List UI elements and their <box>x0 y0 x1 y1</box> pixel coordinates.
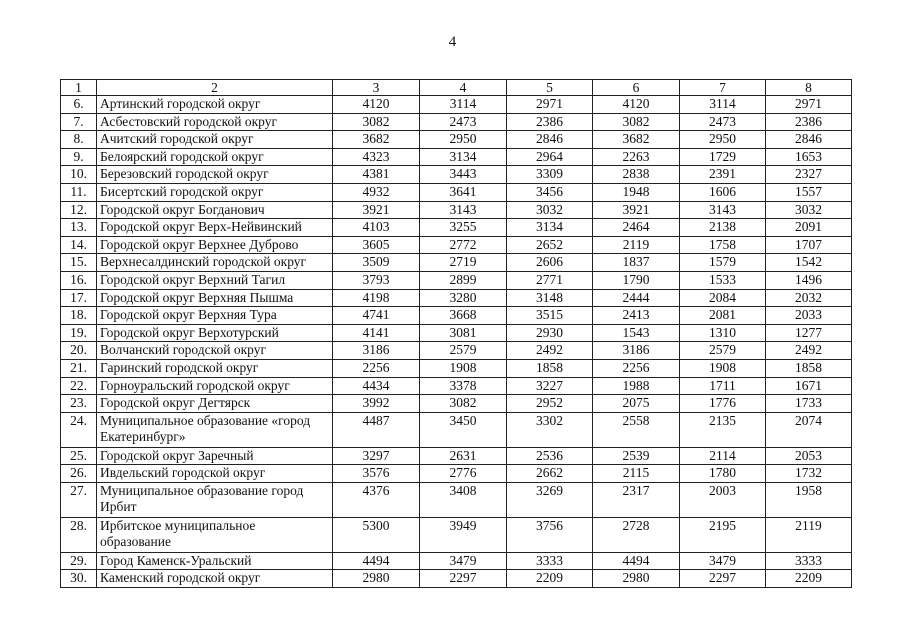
table-row <box>61 482 852 517</box>
header-cell: 3 <box>333 80 420 96</box>
municipality-name: Горноуральский городской округ <box>97 377 333 395</box>
municipality-name: Белоярский городской округ <box>97 148 333 166</box>
value-cell: 2473 <box>420 113 507 131</box>
table-row <box>61 412 852 447</box>
value-cell: 1653 <box>766 148 852 166</box>
value-cell: 4434 <box>333 377 420 395</box>
value-cell: 2899 <box>420 271 507 289</box>
value-cell: 2971 <box>507 96 593 114</box>
municipality-name: Городской округ Верх-Нейвинский <box>97 219 333 237</box>
value-cell: 1988 <box>593 377 680 395</box>
table-row <box>61 517 852 552</box>
value-cell: 3148 <box>507 289 593 307</box>
value-cell: 3479 <box>680 552 766 570</box>
value-cell: 2539 <box>593 447 680 465</box>
value-cell: 1958 <box>766 482 852 517</box>
row-number: 9. <box>61 148 97 166</box>
value-cell: 2662 <box>507 465 593 483</box>
header-cell: 5 <box>507 80 593 96</box>
value-cell: 2964 <box>507 148 593 166</box>
table-row <box>61 552 852 570</box>
value-cell: 1790 <box>593 271 680 289</box>
value-cell: 1758 <box>680 236 766 254</box>
value-cell: 2492 <box>507 342 593 360</box>
value-cell: 1858 <box>507 359 593 377</box>
value-cell: 1606 <box>680 183 766 201</box>
municipality-name: Городской округ Заречный <box>97 447 333 465</box>
value-cell: 3082 <box>593 113 680 131</box>
table-row <box>61 307 852 325</box>
municipality-name: Городской округ Верхняя Тура <box>97 307 333 325</box>
header-row <box>61 80 852 96</box>
value-cell: 1543 <box>593 324 680 342</box>
value-cell: 2771 <box>507 271 593 289</box>
value-cell: 4741 <box>333 307 420 325</box>
municipality-name: Волчанский городской округ <box>97 342 333 360</box>
value-cell: 1542 <box>766 254 852 272</box>
value-cell: 1780 <box>680 465 766 483</box>
value-cell: 1711 <box>680 377 766 395</box>
municipality-name: Городской округ Дегтярск <box>97 395 333 413</box>
table-row <box>61 324 852 342</box>
value-cell: 3186 <box>333 342 420 360</box>
value-cell: 3509 <box>333 254 420 272</box>
value-cell: 2075 <box>593 395 680 413</box>
value-cell: 2091 <box>766 219 852 237</box>
value-cell: 1732 <box>766 465 852 483</box>
row-number: 23. <box>61 395 97 413</box>
municipality-name: Городской округ Верхняя Пышма <box>97 289 333 307</box>
value-cell: 1733 <box>766 395 852 413</box>
row-number: 22. <box>61 377 97 395</box>
row-number: 25. <box>61 447 97 465</box>
value-cell: 1948 <box>593 183 680 201</box>
value-cell: 2838 <box>593 166 680 184</box>
value-cell: 3605 <box>333 236 420 254</box>
value-cell: 1908 <box>420 359 507 377</box>
value-cell: 3921 <box>593 201 680 219</box>
row-number: 8. <box>61 131 97 149</box>
row-number: 24. <box>61 412 97 447</box>
value-cell: 3143 <box>420 201 507 219</box>
value-cell: 2263 <box>593 148 680 166</box>
value-cell: 3114 <box>420 96 507 114</box>
value-cell: 3134 <box>507 219 593 237</box>
value-cell: 2536 <box>507 447 593 465</box>
value-cell: 5300 <box>333 517 420 552</box>
municipality-name: Гаринский городской округ <box>97 359 333 377</box>
value-cell: 3082 <box>333 113 420 131</box>
value-cell: 3668 <box>420 307 507 325</box>
value-cell: 4494 <box>333 552 420 570</box>
value-cell: 4494 <box>593 552 680 570</box>
table-row <box>61 395 852 413</box>
municipality-name: Артинский городской округ <box>97 96 333 114</box>
value-cell: 2728 <box>593 517 680 552</box>
value-cell: 2119 <box>593 236 680 254</box>
value-cell: 2950 <box>420 131 507 149</box>
value-cell: 3443 <box>420 166 507 184</box>
municipality-name: Ачитский городской округ <box>97 131 333 149</box>
value-cell: 2138 <box>680 219 766 237</box>
value-cell: 3450 <box>420 412 507 447</box>
value-cell: 1776 <box>680 395 766 413</box>
value-cell: 2776 <box>420 465 507 483</box>
value-cell: 1858 <box>766 359 852 377</box>
value-cell: 2074 <box>766 412 852 447</box>
table-row <box>61 201 852 219</box>
value-cell: 2119 <box>766 517 852 552</box>
value-cell: 1533 <box>680 271 766 289</box>
table-row <box>61 447 852 465</box>
value-cell: 2256 <box>593 359 680 377</box>
value-cell: 1579 <box>680 254 766 272</box>
value-cell: 2719 <box>420 254 507 272</box>
value-cell: 4103 <box>333 219 420 237</box>
value-cell: 3921 <box>333 201 420 219</box>
value-cell: 1837 <box>593 254 680 272</box>
row-number: 26. <box>61 465 97 483</box>
value-cell: 3134 <box>420 148 507 166</box>
row-number: 27. <box>61 482 97 517</box>
row-number: 17. <box>61 289 97 307</box>
value-cell: 3143 <box>680 201 766 219</box>
value-cell: 2084 <box>680 289 766 307</box>
value-cell: 3302 <box>507 412 593 447</box>
table-row <box>61 219 852 237</box>
value-cell: 2558 <box>593 412 680 447</box>
data-table <box>60 79 852 588</box>
header-cell: 1 <box>61 80 97 96</box>
value-cell: 2980 <box>593 570 680 588</box>
municipality-name: Городской округ Верхнее Дуброво <box>97 236 333 254</box>
row-number: 6. <box>61 96 97 114</box>
header-cell: 6 <box>593 80 680 96</box>
value-cell: 2297 <box>420 570 507 588</box>
row-number: 15. <box>61 254 97 272</box>
value-cell: 4120 <box>593 96 680 114</box>
municipality-name: Бисертский городской округ <box>97 183 333 201</box>
value-cell: 1671 <box>766 377 852 395</box>
value-cell: 2135 <box>680 412 766 447</box>
value-cell: 4323 <box>333 148 420 166</box>
table-row <box>61 289 852 307</box>
value-cell: 2952 <box>507 395 593 413</box>
value-cell: 2033 <box>766 307 852 325</box>
value-cell: 3641 <box>420 183 507 201</box>
value-cell: 3333 <box>766 552 852 570</box>
value-cell: 3114 <box>680 96 766 114</box>
row-number: 13. <box>61 219 97 237</box>
table-row <box>61 377 852 395</box>
value-cell: 3269 <box>507 482 593 517</box>
value-cell: 2115 <box>593 465 680 483</box>
value-cell: 2209 <box>507 570 593 588</box>
value-cell: 2386 <box>766 113 852 131</box>
table-row <box>61 342 852 360</box>
table-row <box>61 465 852 483</box>
value-cell: 4198 <box>333 289 420 307</box>
value-cell: 4932 <box>333 183 420 201</box>
value-cell: 3793 <box>333 271 420 289</box>
value-cell: 3408 <box>420 482 507 517</box>
page-number: 4 <box>448 34 457 50</box>
value-cell: 3082 <box>420 395 507 413</box>
value-cell: 1707 <box>766 236 852 254</box>
header-cell: 4 <box>420 80 507 96</box>
value-cell: 2327 <box>766 166 852 184</box>
value-cell: 3186 <box>593 342 680 360</box>
value-cell: 3992 <box>333 395 420 413</box>
municipality-name: Верхнесалдинский городской округ <box>97 254 333 272</box>
value-cell: 3479 <box>420 552 507 570</box>
value-cell: 2772 <box>420 236 507 254</box>
value-cell: 3297 <box>333 447 420 465</box>
row-number: 14. <box>61 236 97 254</box>
value-cell: 2606 <box>507 254 593 272</box>
value-cell: 1496 <box>766 271 852 289</box>
value-cell: 2579 <box>680 342 766 360</box>
municipality-name: Березовский городской округ <box>97 166 333 184</box>
value-cell: 3456 <box>507 183 593 201</box>
table-row <box>61 359 852 377</box>
value-cell: 4120 <box>333 96 420 114</box>
value-cell: 2473 <box>680 113 766 131</box>
table-row <box>61 166 852 184</box>
value-cell: 2846 <box>507 131 593 149</box>
value-cell: 2930 <box>507 324 593 342</box>
value-cell: 2413 <box>593 307 680 325</box>
value-cell: 2631 <box>420 447 507 465</box>
municipality-name: Каменский городской округ <box>97 570 333 588</box>
value-cell: 3682 <box>593 131 680 149</box>
value-cell: 1908 <box>680 359 766 377</box>
value-cell: 2464 <box>593 219 680 237</box>
table-row <box>61 183 852 201</box>
value-cell: 1729 <box>680 148 766 166</box>
value-cell: 2492 <box>766 342 852 360</box>
value-cell: 2846 <box>766 131 852 149</box>
table-row <box>61 271 852 289</box>
value-cell: 4141 <box>333 324 420 342</box>
value-cell: 3378 <box>420 377 507 395</box>
value-cell: 2950 <box>680 131 766 149</box>
header-cell: 7 <box>680 80 766 96</box>
row-number: 18. <box>61 307 97 325</box>
table-row <box>61 148 852 166</box>
municipality-name: Ивдельский городской округ <box>97 465 333 483</box>
row-number: 28. <box>61 517 97 552</box>
value-cell: 4381 <box>333 166 420 184</box>
row-number: 12. <box>61 201 97 219</box>
value-cell: 2579 <box>420 342 507 360</box>
municipality-name: Асбестовский городской округ <box>97 113 333 131</box>
value-cell: 2444 <box>593 289 680 307</box>
row-number: 7. <box>61 113 97 131</box>
table-row <box>61 254 852 272</box>
value-cell: 2003 <box>680 482 766 517</box>
value-cell: 3756 <box>507 517 593 552</box>
table-row <box>61 236 852 254</box>
table-row <box>61 131 852 149</box>
municipality-name: Город Каменск-Уральский <box>97 552 333 570</box>
municipality-name: Городской округ Верхний Тагил <box>97 271 333 289</box>
value-cell: 2053 <box>766 447 852 465</box>
value-cell: 3515 <box>507 307 593 325</box>
municipality-name: Муниципальное образование город Ирбит <box>97 482 333 517</box>
value-cell: 2195 <box>680 517 766 552</box>
value-cell: 3255 <box>420 219 507 237</box>
row-number: 10. <box>61 166 97 184</box>
value-cell: 3682 <box>333 131 420 149</box>
table-row <box>61 570 852 588</box>
row-number: 20. <box>61 342 97 360</box>
value-cell: 3227 <box>507 377 593 395</box>
header-cell: 8 <box>766 80 852 96</box>
municipality-name: Городской округ Верхотурский <box>97 324 333 342</box>
value-cell: 3309 <box>507 166 593 184</box>
value-cell: 3576 <box>333 465 420 483</box>
row-number: 19. <box>61 324 97 342</box>
value-cell: 3949 <box>420 517 507 552</box>
value-cell: 3032 <box>507 201 593 219</box>
value-cell: 2652 <box>507 236 593 254</box>
value-cell: 2114 <box>680 447 766 465</box>
value-cell: 1277 <box>766 324 852 342</box>
row-number: 21. <box>61 359 97 377</box>
value-cell: 4376 <box>333 482 420 517</box>
value-cell: 2386 <box>507 113 593 131</box>
table-row <box>61 96 852 114</box>
row-number: 30. <box>61 570 97 588</box>
municipality-name: Ирбитское муниципальное образование <box>97 517 333 552</box>
municipality-name: Городской округ Богданович <box>97 201 333 219</box>
table-body <box>61 80 852 588</box>
value-cell: 2209 <box>766 570 852 588</box>
value-cell: 2032 <box>766 289 852 307</box>
row-number: 29. <box>61 552 97 570</box>
row-number: 16. <box>61 271 97 289</box>
table-row <box>61 113 852 131</box>
value-cell: 3280 <box>420 289 507 307</box>
value-cell: 2081 <box>680 307 766 325</box>
value-cell: 2971 <box>766 96 852 114</box>
value-cell: 2317 <box>593 482 680 517</box>
value-cell: 4487 <box>333 412 420 447</box>
value-cell: 3081 <box>420 324 507 342</box>
value-cell: 2297 <box>680 570 766 588</box>
value-cell: 3333 <box>507 552 593 570</box>
value-cell: 2256 <box>333 359 420 377</box>
value-cell: 2391 <box>680 166 766 184</box>
municipality-name: Муниципальное образование «город Екатеринбург» <box>97 412 333 447</box>
value-cell: 3032 <box>766 201 852 219</box>
row-number: 11. <box>61 183 97 201</box>
value-cell: 1310 <box>680 324 766 342</box>
value-cell: 2980 <box>333 570 420 588</box>
value-cell: 1557 <box>766 183 852 201</box>
header-cell: 2 <box>97 80 333 96</box>
